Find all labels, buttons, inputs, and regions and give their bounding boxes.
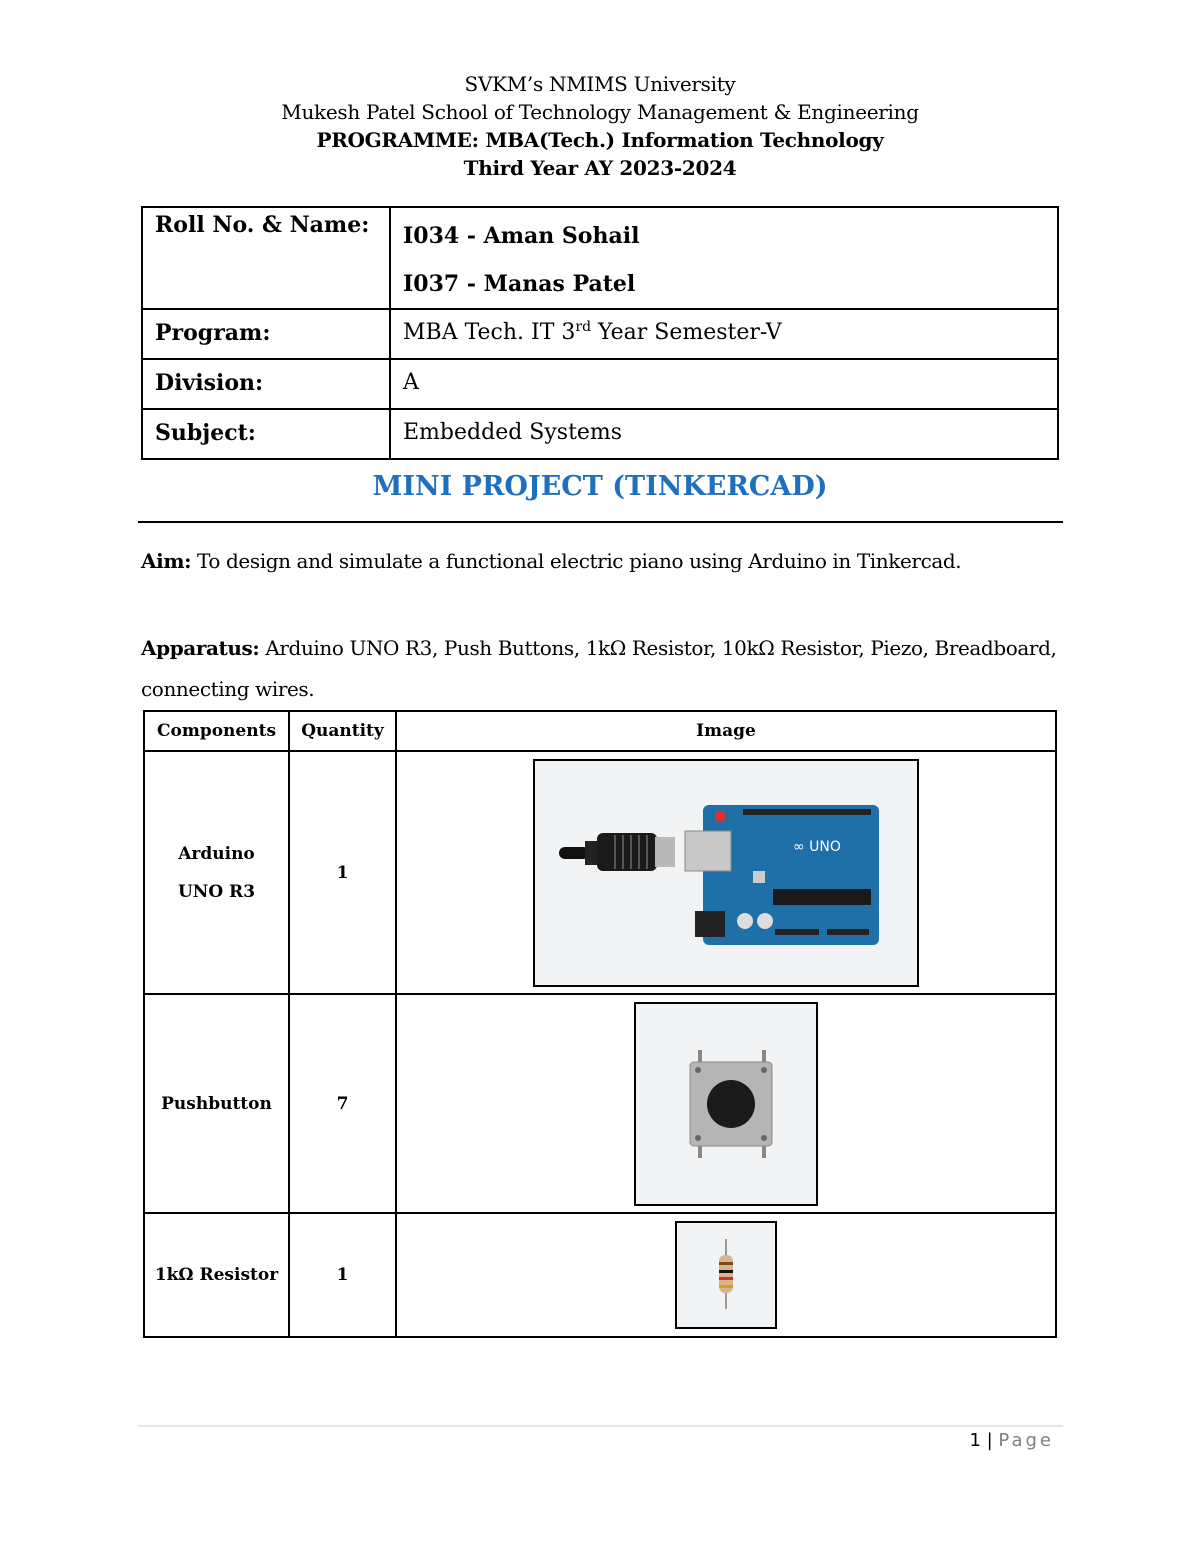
component-quantity: 1 bbox=[289, 1213, 396, 1337]
resistor-image bbox=[675, 1221, 777, 1329]
arduino-uno-image bbox=[533, 759, 919, 987]
roll-row bbox=[142, 207, 1058, 309]
programme-name: PROGRAMME: MBA(Tech.) Information Technology bbox=[316, 128, 884, 152]
program-value bbox=[390, 309, 1058, 359]
academic-year: Third Year AY 2023-2024 bbox=[463, 156, 737, 180]
component-image-cell bbox=[396, 1213, 1056, 1337]
apparatus-text: Arduino UNO R3, Push Buttons, 1kΩ Resistor, 10kΩ Resistor, Piezo, Breadboard, connecting wires. bbox=[141, 636, 1057, 701]
component-name: 1kΩ Resistor bbox=[144, 1213, 289, 1337]
components-header-row bbox=[144, 711, 1056, 751]
page-number: 1 bbox=[969, 1430, 981, 1451]
subject-label: Subject: bbox=[142, 409, 390, 459]
division-label: Division: bbox=[142, 359, 390, 409]
header-quantity: Quantity bbox=[289, 711, 396, 751]
document-header bbox=[0, 70, 1200, 182]
table-row bbox=[144, 994, 1056, 1213]
division-row bbox=[142, 359, 1058, 409]
components-table bbox=[143, 710, 1057, 1338]
component-image-cell bbox=[396, 751, 1056, 994]
student-2: I037 - Manas Patel bbox=[403, 271, 636, 297]
program-value-rest: Year Semester-V bbox=[591, 320, 782, 345]
svg-text:∞ UNO: ∞ UNO bbox=[793, 838, 841, 855]
page-label: Page bbox=[998, 1430, 1054, 1451]
students-cell bbox=[390, 207, 1058, 309]
subject-row bbox=[142, 409, 1058, 459]
component-image-cell bbox=[396, 994, 1056, 1213]
header-components: Components bbox=[144, 711, 289, 751]
aim-paragraph bbox=[141, 546, 1066, 576]
program-label: Program: bbox=[142, 309, 390, 359]
table-row bbox=[144, 751, 1056, 994]
school-name: Mukesh Patel School of Technology Management & Engineering bbox=[281, 100, 919, 124]
roll-label: Roll No. & Name: bbox=[142, 207, 390, 309]
project-title: MINI PROJECT (TINKERCAD) bbox=[372, 471, 828, 502]
apparatus-label: Apparatus: bbox=[141, 636, 260, 660]
footer-divider bbox=[138, 1425, 1063, 1427]
title-divider bbox=[138, 521, 1063, 523]
component-quantity: 7 bbox=[289, 994, 396, 1213]
program-row bbox=[142, 309, 1058, 359]
apparatus-paragraph bbox=[141, 628, 1066, 710]
component-quantity: 1 bbox=[289, 751, 396, 994]
program-value-sup: rd bbox=[575, 319, 592, 335]
header-image: Image bbox=[396, 711, 1056, 751]
page-footer bbox=[969, 1430, 1054, 1451]
student-info-table bbox=[141, 206, 1059, 460]
aim-text: To design and simulate a functional electric piano using Arduino in Tinkercad. bbox=[191, 549, 962, 573]
student-1: I034 - Aman Sohail bbox=[403, 223, 640, 249]
university-name: SVKM’s NMIMS University bbox=[464, 72, 736, 96]
aim-label: Aim: bbox=[141, 549, 192, 573]
page-separator: | bbox=[980, 1430, 999, 1451]
division-value: A bbox=[390, 359, 1058, 409]
subject-value: Embedded Systems bbox=[390, 409, 1058, 459]
component-name-text: Arduino UNO R3 bbox=[177, 843, 256, 902]
table-row bbox=[144, 1213, 1056, 1337]
component-name bbox=[144, 751, 289, 994]
program-value-main: MBA Tech. IT 3 bbox=[403, 320, 576, 345]
component-name: Pushbutton bbox=[144, 994, 289, 1213]
pushbutton-image bbox=[634, 1002, 818, 1206]
